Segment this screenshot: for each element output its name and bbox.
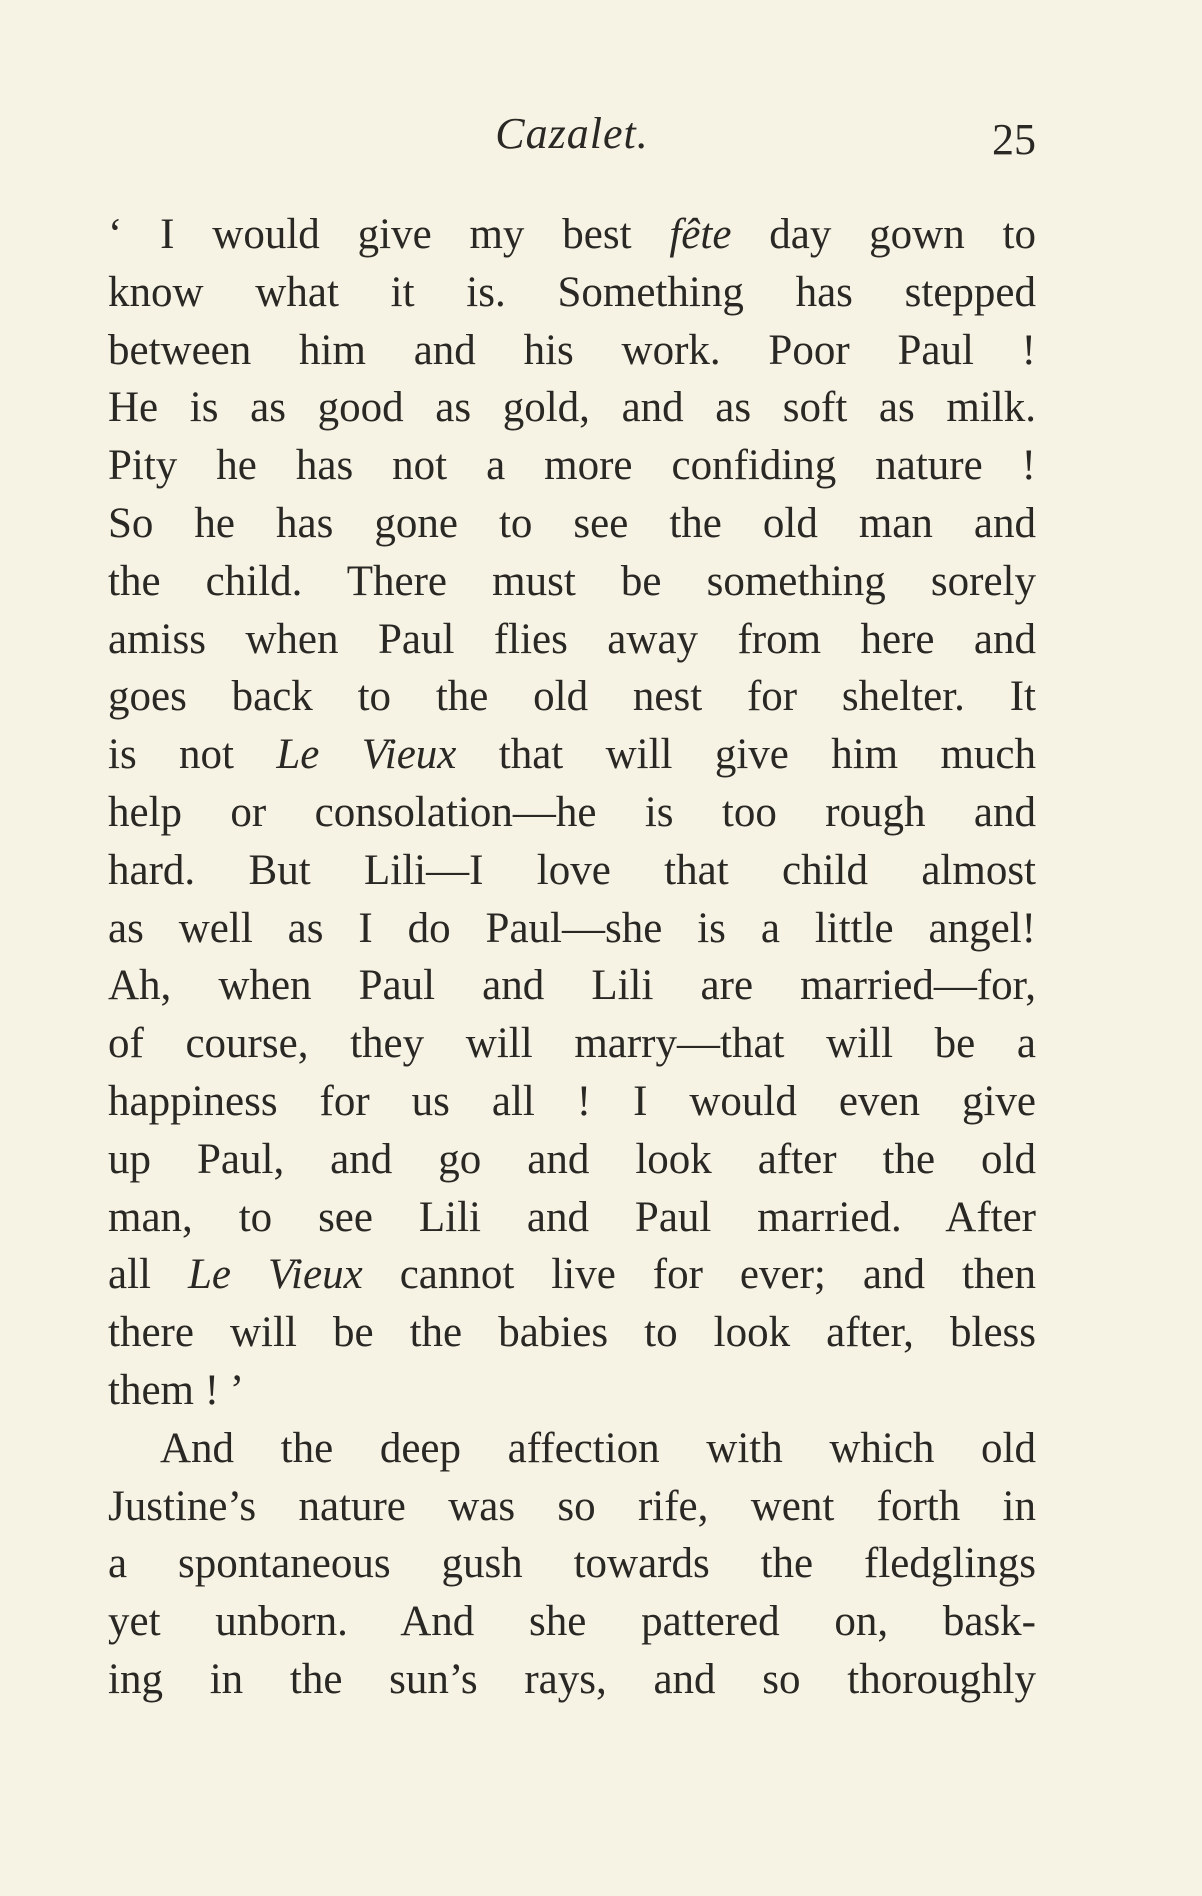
italic-word: fête — [669, 211, 732, 258]
running-head — [108, 104, 1036, 164]
italic-phrase: Le Vieux — [276, 731, 457, 779]
text-line: there will be the babies to look after, bless — [108, 1309, 1036, 1357]
text-line: Ah, when Paul and Lili are married—for, — [108, 962, 1036, 1010]
text-line: amiss when Paul flies away from here and — [108, 615, 1036, 663]
text-line: yet unborn. And she pattered on, bask- — [108, 1598, 1036, 1646]
text-line: the child. There must be something sorely — [108, 557, 1036, 605]
text-line: And the deep affection with which old — [160, 1424, 1036, 1472]
text-line: Justine’s nature was so rife, went forth in — [108, 1482, 1036, 1530]
text-line: goes back to the old nest for shelter. It — [108, 673, 1036, 721]
text-line: know what it is. Something has stepped — [108, 268, 1036, 316]
text-line: ing in the sun’s rays, and so thoroughly — [108, 1655, 1036, 1703]
text-line: is not Le Vieux that will give him much — [108, 731, 1036, 779]
text-line: as well as I do Paul—she is a little angel! — [108, 904, 1036, 952]
italic-phrase: Le Vieux — [187, 1251, 363, 1299]
text-line: man, to see Lili and Paul married. After — [108, 1193, 1036, 1241]
text-line: He is as good as gold, and as soft as milk. — [108, 384, 1036, 432]
page-number: 25 — [992, 115, 1036, 164]
text-line: So he has gone to see the old man and — [108, 499, 1036, 547]
text-line: between him and his work. Poor Paul ! — [108, 326, 1036, 374]
text-line: up Paul, and go and look after the old — [108, 1135, 1036, 1183]
text-line: a spontaneous gush towards the fledglings — [108, 1540, 1036, 1588]
text-line: happiness for us all ! I would even give — [108, 1077, 1036, 1125]
text-line: all Le Vieux cannot live for ever; and then — [108, 1251, 1036, 1299]
text-line: Pity he has not a more confiding nature ! — [108, 442, 1036, 490]
text-line: hard. But Lili—I love that child almost — [108, 846, 1036, 894]
text-line: of course, they will marry—that will be a — [108, 1020, 1036, 1068]
text-line: ‘ I would give my best fête day gown to — [108, 211, 1036, 258]
text-line: them ! ’ — [108, 1366, 245, 1414]
body-text — [108, 206, 1036, 1709]
running-title: Cazalet. — [495, 109, 649, 158]
text-line: help or consolation—he is too rough and — [108, 788, 1036, 836]
